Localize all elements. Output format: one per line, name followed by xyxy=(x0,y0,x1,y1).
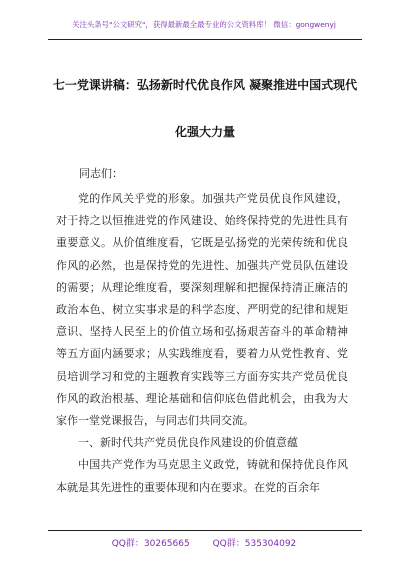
section-heading: 一、新时代共产党员优良作风建设的价值意蕴 xyxy=(78,436,298,450)
body-paragraph: 党的作风关乎党的形象。加强共产党员优良作风建设，对于持之以恒推进党的作风建设、始终保持党的先进性具有重要意义。从价值维度看，它既是弘扬党的光荣传统和优良作风的必然，也是保持党的先进性、加强共产党员队伍建设的需要；从理论维度看，要深刻理解和把握保持清正廉洁的政治本色、树立实事求是的科学态度、严明党的纪律和规矩意识、坚持人民至上的价值立场和弘扬艰苦奋斗的革命精神等五方面内涵要求；从实践维度看，要着力从党性教育、党员培训学习和党的主题教育实践等三方面夯实共产党员优良作风的政治根基、理论基础和信仰底色借此机会，由我为大家作一堂党课报告，与同志们共同交流。 xyxy=(56,192,348,428)
salutation: 同志们： xyxy=(79,167,123,180)
footer-divider xyxy=(48,530,362,531)
document-body xyxy=(56,188,348,499)
footer-qq-group-2: QQ群：535304092 xyxy=(212,539,297,549)
document-title-line-2: 化强大力量 xyxy=(174,125,235,139)
footer-qq-group-1: QQ群：30265665 xyxy=(111,539,190,549)
body-paragraph: 中国共产党作为马克思主义政党，铸就和保持优良作风本就是其先进性的重要体现和内在要求。在党的百余年 xyxy=(56,458,348,494)
header-promo-note: 关注头条号"公文研究"，获得最新最全最专业的公文资料库！ 微信：gongwenyj xyxy=(72,20,336,29)
header-divider xyxy=(48,39,362,40)
document-title-line-1: 七一党课讲稿：弘扬新时代优良作风 凝聚推进中国式现代 xyxy=(52,78,358,92)
footer-contact xyxy=(0,536,408,549)
